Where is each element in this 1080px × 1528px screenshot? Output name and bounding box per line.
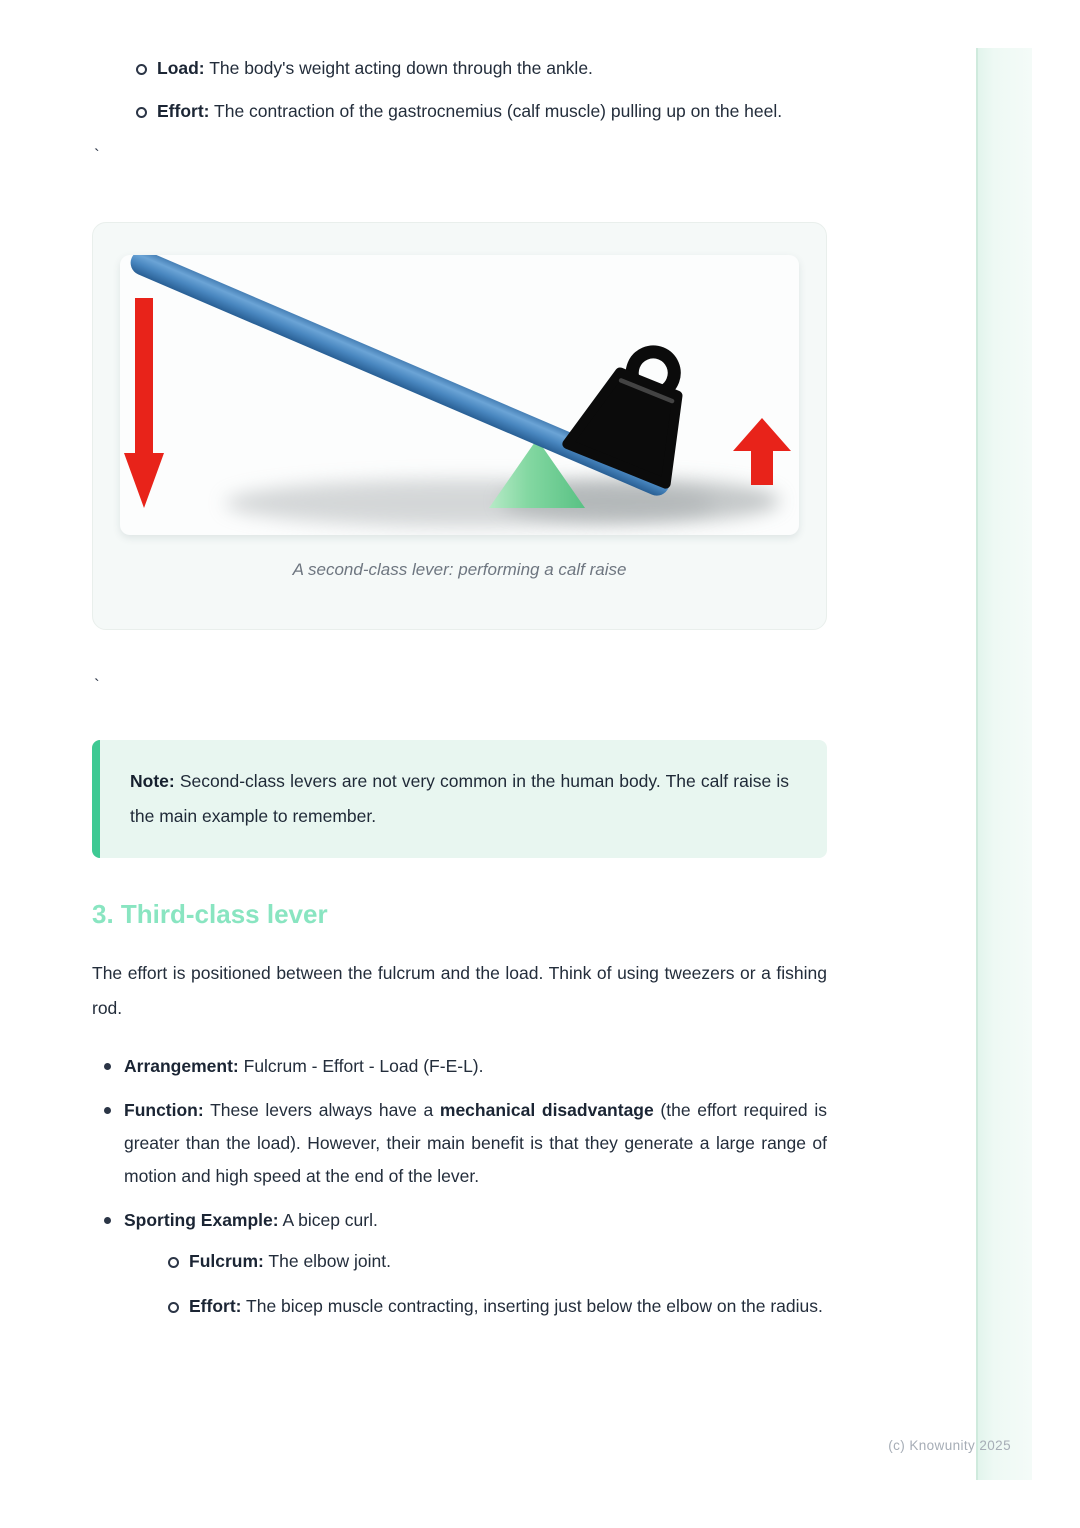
note-accent-bar bbox=[92, 740, 100, 858]
figure-card bbox=[92, 222, 827, 630]
stray-backtick-2: ` bbox=[94, 676, 100, 695]
list-item-sporting-example bbox=[92, 1204, 827, 1323]
note-body: Second-class levers are not very common in the human body. The calf raise is the main example to remember. bbox=[130, 771, 789, 826]
content bbox=[92, 0, 827, 1323]
sub-list bbox=[124, 1245, 827, 1323]
list-item-effort-sub bbox=[124, 1290, 827, 1323]
fulcrum-text: The elbow joint. bbox=[268, 1251, 391, 1271]
list-item-effort bbox=[92, 95, 827, 128]
stray-backtick-1: ` bbox=[94, 146, 100, 165]
footer-credit: (c) Knowunity 2025 bbox=[888, 1438, 1011, 1453]
sporting-example-label: Sporting Example: bbox=[124, 1210, 279, 1230]
effort-sub-label: Effort: bbox=[189, 1296, 242, 1316]
list-item-function bbox=[92, 1094, 827, 1193]
note-text bbox=[130, 764, 789, 834]
figure-panel bbox=[120, 255, 799, 535]
down-arrow-icon bbox=[124, 298, 164, 508]
list-item-arrangement bbox=[92, 1050, 827, 1083]
note-label: Note: bbox=[130, 771, 175, 791]
list-item-load bbox=[92, 52, 827, 85]
list-item-fulcrum bbox=[124, 1245, 827, 1278]
fulcrum-label: Fulcrum: bbox=[189, 1251, 264, 1271]
effort-label: Effort: bbox=[157, 101, 210, 121]
main-list bbox=[92, 1050, 827, 1323]
function-label: Function: bbox=[124, 1100, 204, 1120]
sporting-example-text: A bicep curl. bbox=[282, 1210, 378, 1230]
function-text-after: (the effort required is greater than the load). However, their main benefit is that they generate a large range of motion and high speed at the end of the lever. bbox=[124, 1100, 827, 1186]
up-arrow-icon bbox=[733, 418, 791, 485]
section-paragraph: The effort is positioned between the fulcrum and the load. Think of using tweezers or a fishing rod. bbox=[92, 963, 827, 1018]
note-box bbox=[92, 740, 827, 858]
effort-sub-text: The bicep muscle contracting, inserting just below the elbow on the radius. bbox=[246, 1296, 823, 1316]
arrangement-text: Fulcrum - Effort - Load (F-E-L). bbox=[243, 1056, 484, 1076]
effort-text: The contraction of the gastrocnemius (calf muscle) pulling up on the heel. bbox=[214, 101, 783, 121]
load-text: The body's weight acting down through the ankle. bbox=[209, 58, 593, 78]
figure-illustration bbox=[120, 255, 799, 535]
side-strip bbox=[976, 48, 1032, 1480]
function-text-before: These levers always have a bbox=[210, 1100, 434, 1120]
figure-caption: A second-class lever: performing a calf raise bbox=[292, 560, 627, 579]
function-bold: mechanical disadvantage bbox=[439, 1100, 654, 1120]
load-label: Load: bbox=[157, 58, 205, 78]
intro-list bbox=[92, 52, 827, 128]
arrangement-label: Arrangement: bbox=[124, 1056, 239, 1076]
section-heading: 3. Third-class lever bbox=[92, 899, 328, 929]
lever-beam bbox=[127, 255, 674, 500]
